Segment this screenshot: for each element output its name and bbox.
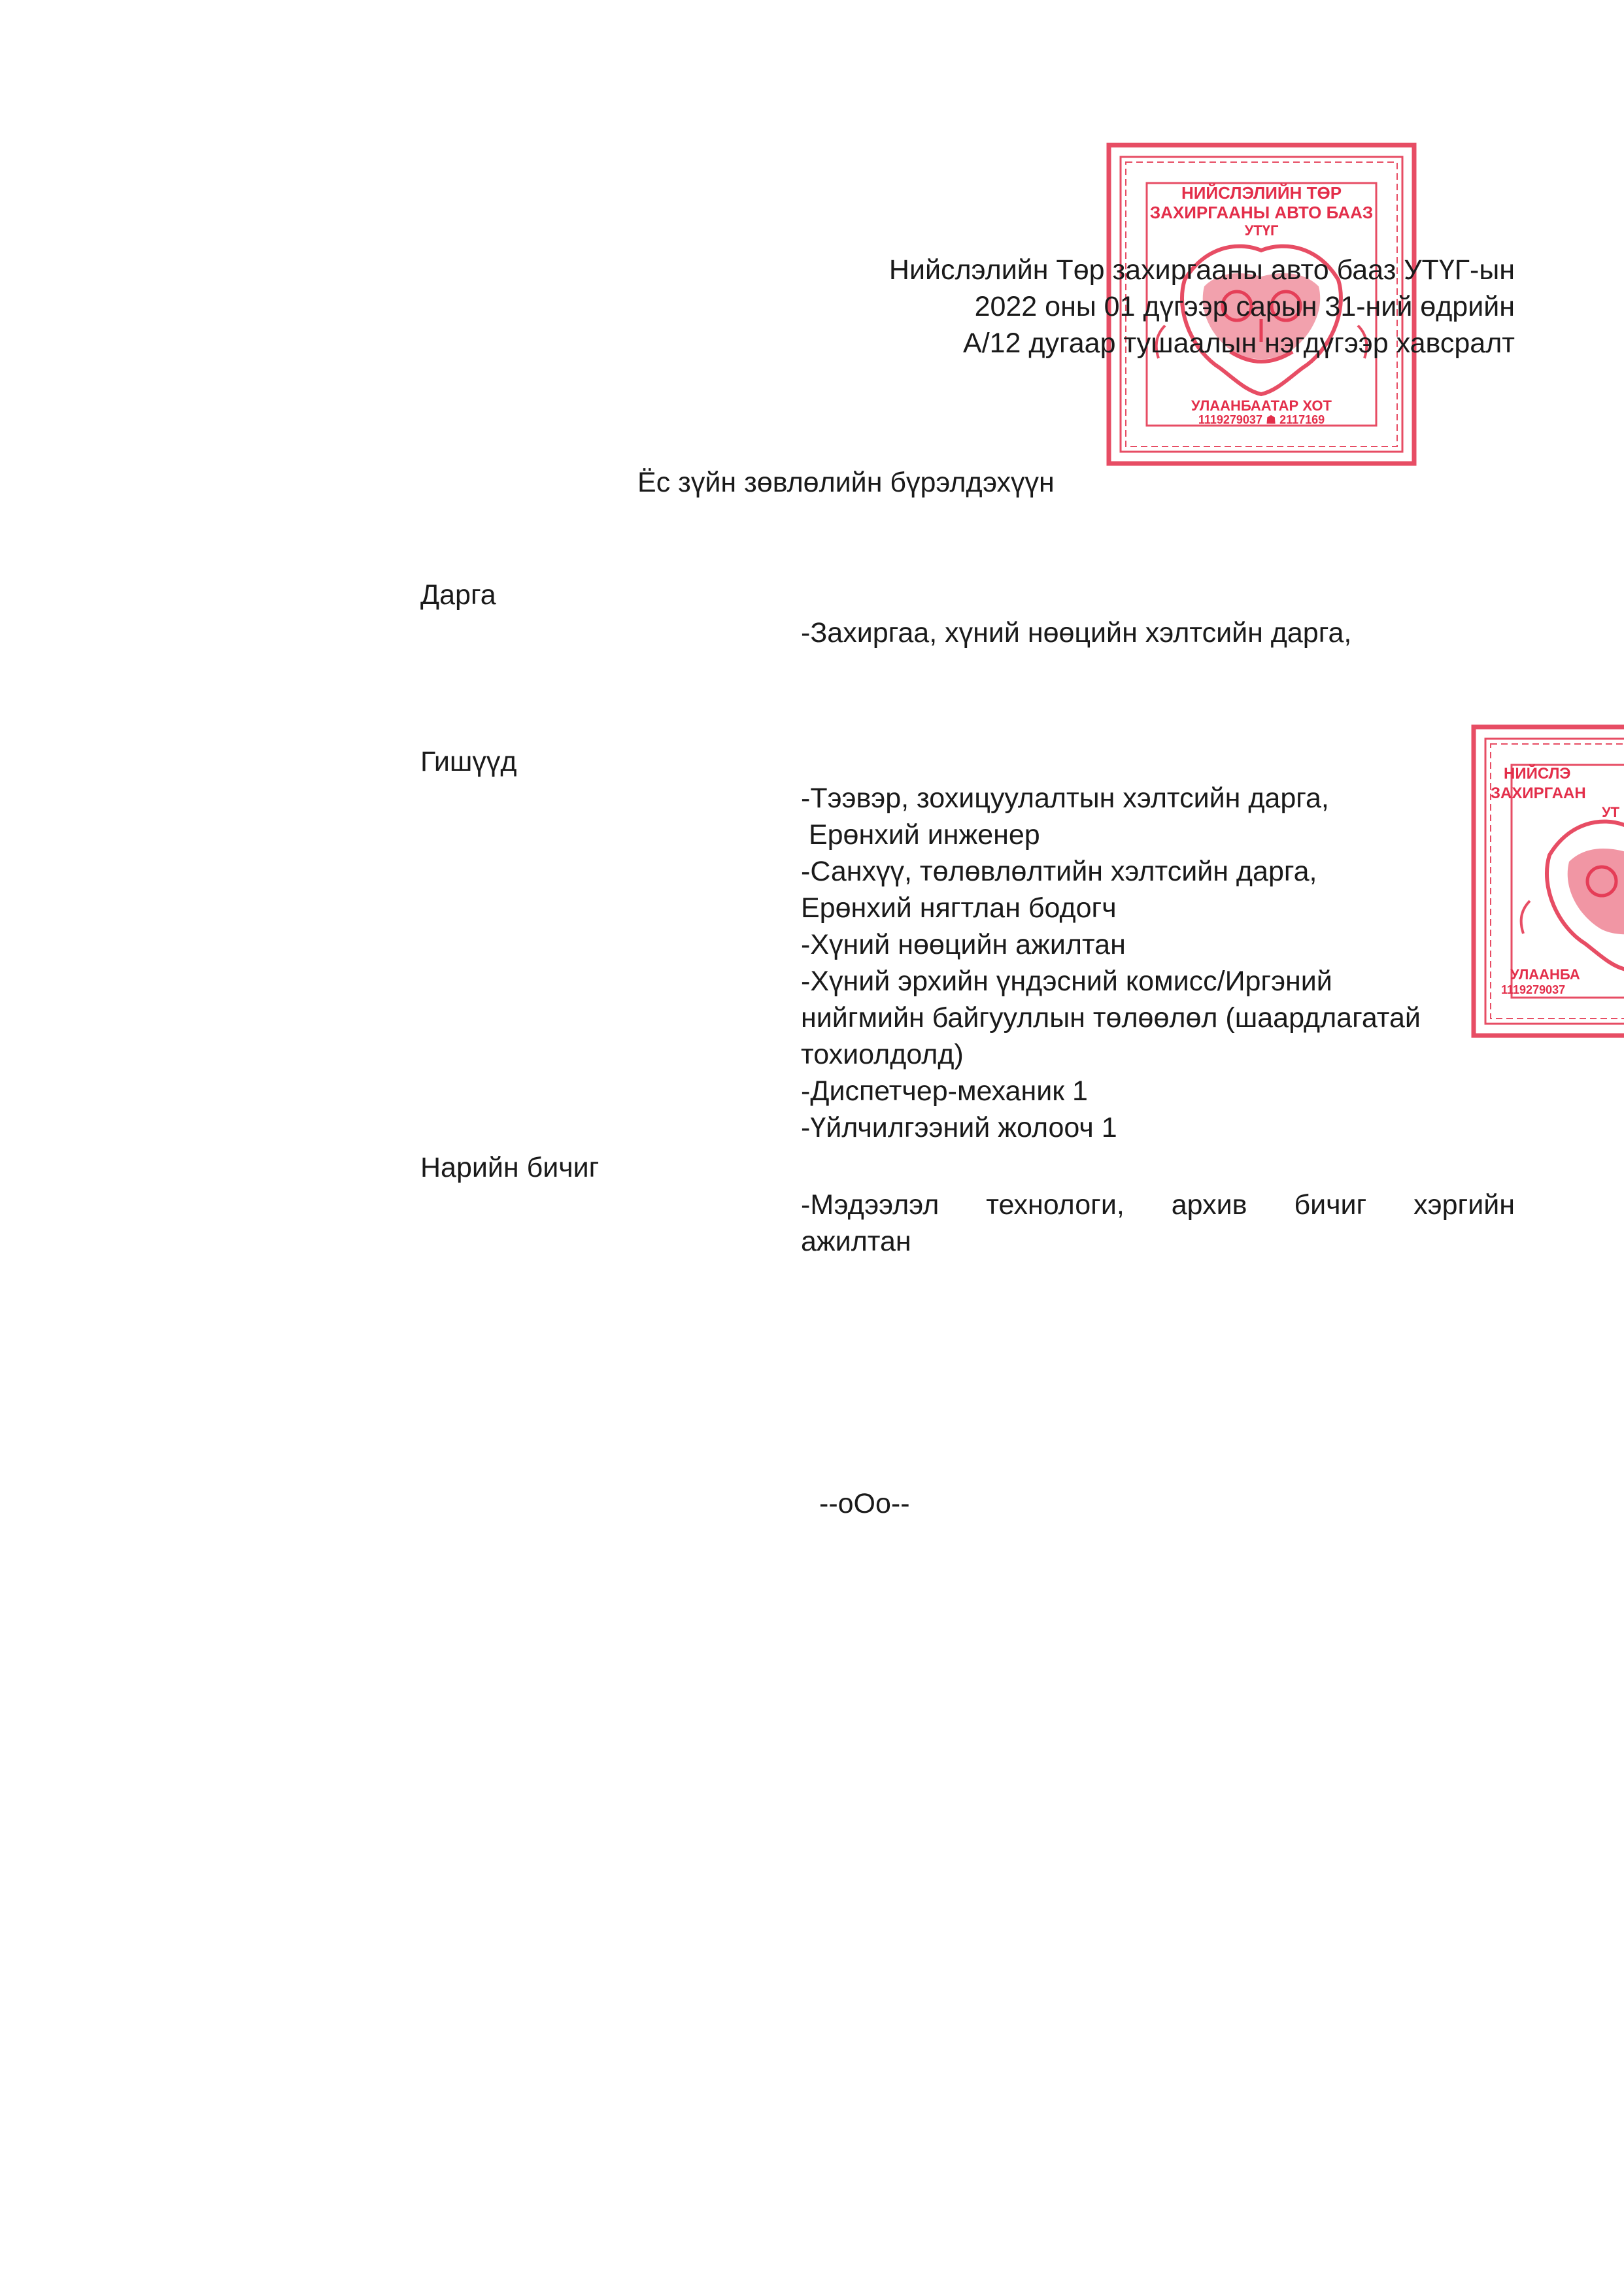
- secretary-label: Нарийн бичиг: [420, 1152, 600, 1183]
- header-line-2: 2022 оны 01 дүгээр сарын 31-ний өдрийн: [974, 291, 1515, 322]
- seal-text-line1: НИЙСЛЭЛИЙН ТӨР: [1181, 183, 1342, 203]
- member-line: -Үйлчилгээний жолооч 1: [801, 1112, 1117, 1143]
- member-line: Ерөнхий инженер: [801, 819, 1040, 851]
- document-title: Ёс зүйн зөвлөлийн бүрэлдэхүүн: [637, 467, 1055, 498]
- member-line: -Диспетчер-механик 1: [801, 1075, 1088, 1107]
- seal-number-text: 1119279037: [1501, 983, 1566, 996]
- secretary-value: [801, 1187, 1515, 1260]
- official-seal-stamp-partial: [1471, 724, 1624, 1038]
- member-line: -Санхүү, төлөвлөлтийн хэлтсийн дарга,: [801, 856, 1317, 887]
- secretary-word: хэргийн: [1413, 1189, 1515, 1221]
- seal-text-line3: УТ: [1602, 804, 1620, 820]
- member-line: тохиолдолд): [801, 1039, 964, 1070]
- secretary-word: технологи,: [986, 1189, 1125, 1221]
- seal-text-line2: ЗАХИРГААН: [1491, 784, 1586, 802]
- member-line: -Тээвэр, зохицуулалтын хэлтсийн дарга,: [801, 783, 1329, 814]
- chair-value: -Захиргаа, хүний нөөцийн хэлтсийн дарга,: [801, 617, 1352, 649]
- seal-number-text: 1119279037 ☗ 2117169: [1198, 413, 1325, 426]
- secretary-word: архив: [1171, 1189, 1247, 1221]
- seal-city-text: УЛААНБААТАР ХОТ: [1191, 397, 1332, 414]
- seal-text-line2: ЗАХИРГААНЫ АВТО БААЗ: [1149, 203, 1374, 222]
- member-line: Ерөнхий нягтлан бодогч: [801, 892, 1117, 924]
- members-list: [801, 780, 1421, 1146]
- member-line: -Хүний эрхийн үндэсний комисс/Иргэний: [801, 966, 1332, 997]
- seal-text-line3: УТҮГ: [1244, 222, 1279, 239]
- chair-label: Дарга: [420, 579, 496, 611]
- header-line-3: А/12 дугаар тушаалын нэгдүгээр хавсралт: [963, 328, 1515, 359]
- member-line: нийгмийн байгууллын төлөөлөл (шаардлагатай: [801, 1002, 1421, 1034]
- header-line-1: Нийслэлийн Төр захиргааны авто бааз УТҮГ-ын: [888, 254, 1515, 286]
- end-mark: --oOo--: [819, 1488, 910, 1519]
- member-line: -Хүний нөөцийн ажилтан: [801, 929, 1126, 960]
- document-header: [889, 252, 1515, 362]
- secretary-word: -Мэдээлэл: [801, 1189, 939, 1221]
- members-label: Гишүүд: [420, 746, 517, 777]
- seal-text-line1: НИЙСЛЭ: [1504, 765, 1571, 783]
- seal-city-text: УЛААНБА: [1510, 966, 1580, 983]
- secretary-word: бичиг: [1294, 1189, 1367, 1221]
- secretary-value-line2: ажилтан: [801, 1226, 911, 1257]
